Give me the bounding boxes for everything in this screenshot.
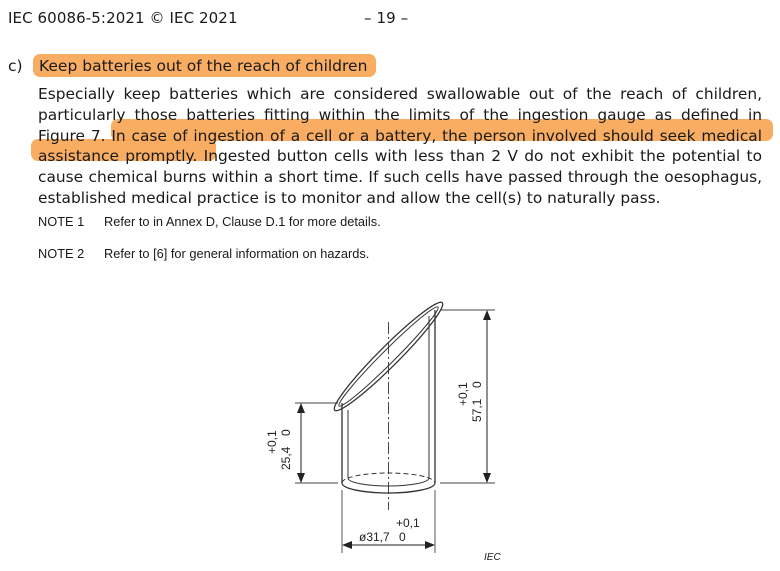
dim-tolerance-lower: 0 xyxy=(279,429,293,436)
text-run: Figure 7. xyxy=(38,126,112,145)
highlighted-text-run: assistance promptly. xyxy=(38,147,198,166)
note-text: Refer to in Annex D, Clause D.1 for more details. xyxy=(104,214,381,229)
note-number: NOTE 1 xyxy=(38,214,85,229)
dim-value: ø31,7 xyxy=(359,530,390,544)
dim-label-height-right xyxy=(456,381,484,422)
dim-label-diameter xyxy=(359,516,420,544)
dim-tolerance-lower: 0 xyxy=(399,530,406,544)
text-run: Ingested button cells with less than 2 V do not exhibit the potential to xyxy=(197,147,763,166)
extension-lines xyxy=(295,310,495,553)
highlighted-text-run: In case of ingestion of a cell or a battery, the person involved should seek medical xyxy=(111,126,763,145)
dim-label-height-left xyxy=(265,429,293,470)
text-run: cause chemical burns within a short time. If such cells have passed through the oesophagus, xyxy=(38,168,762,187)
list-item-label: c) xyxy=(8,57,23,75)
header-standard-id: IEC 60086-5:2021 © IEC 2021 xyxy=(8,9,238,27)
section-heading: Keep batteries out of the reach of children xyxy=(39,57,368,75)
dim-tolerance-upper: +0,1 xyxy=(396,516,420,530)
text-run: particularly those batteries fitting within the limits of the ingestion gauge as defined in xyxy=(38,105,762,124)
dim-value: 57,1 xyxy=(470,398,484,422)
dim-tolerance-lower: 0 xyxy=(470,381,484,388)
header-page-number: – 19 – xyxy=(364,9,409,27)
figure-source-mark: IEC xyxy=(484,552,501,563)
note-text: Refer to [6] for general information on hazards. xyxy=(104,246,370,261)
text-run: established medical practice is to monitor and allow the cell(s) to naturally pass. xyxy=(38,188,661,207)
note-number: NOTE 2 xyxy=(38,246,85,261)
dim-tolerance-upper: +0,1 xyxy=(456,382,470,406)
dim-tolerance-upper: +0,1 xyxy=(265,430,279,454)
text-run: Especially keep batteries which are considered swallowable out of the reach of children, xyxy=(38,85,762,103)
dim-value: 25,4 xyxy=(279,446,293,470)
